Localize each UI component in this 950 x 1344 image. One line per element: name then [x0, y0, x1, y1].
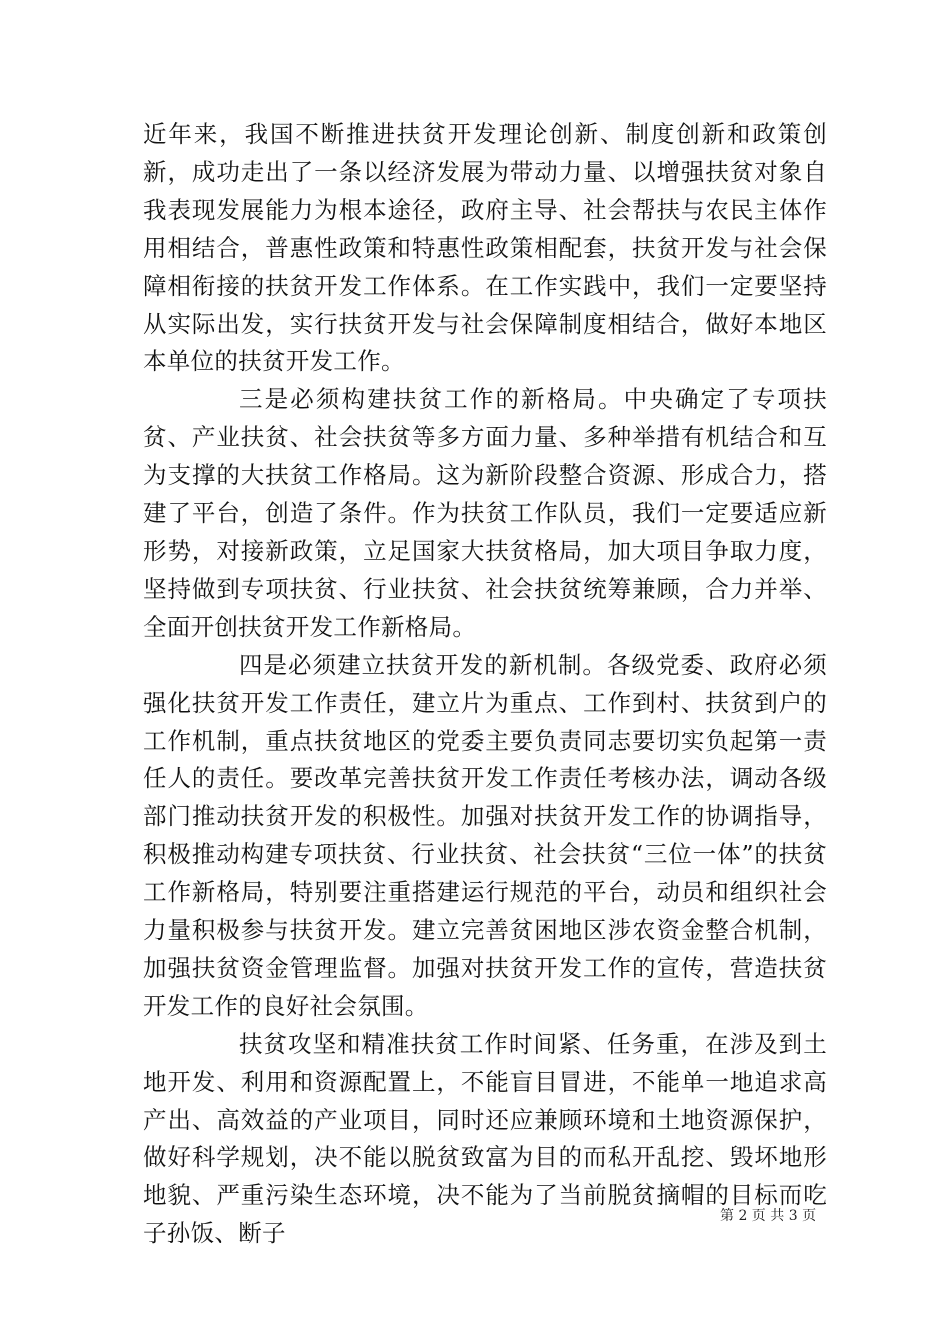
paragraph-4: 扶贫攻坚和精准扶贫工作时间紧、任务重，在涉及到土地开发、利用和资源配置上，不能盲目冒进，不能单一地追求高产出、高效益的产业项目，同时还应兼顾环境和土地资源保护，做好科学规划，决不能以脱贫致富为目的而私开乱挖、毁坏地形地貌、严重污染生态环境，决不能为了当前脱贫摘帽的目标而吃子孙饭、断子 [143, 1029, 827, 1248]
paragraph-3: 四是必须建立扶贫开发的新机制。各级党委、政府必须强化扶贫开发工作责任，建立片为重点、工作到村、扶贫到户的工作机制，重点扶贫地区的党委主要负责同志要切实负起第一责任人的责任。要改革完善扶贫开发工作责任考核办法，调动各级部门推动扶贫开发的积极性。加强对扶贫开发工作的协调指导，积极推动构建专项扶贫、行业扶贫、社会扶贫“三位一体”的扶贫工作新格局，特别要注重搭建运行规范的平台，动员和组织社会力量积极参与扶贫开发。建立完善贫困地区涉农资金整合机制，加强扶贫资金管理监督。加强对扶贫开发工作的宣传，营造扶贫开发工作的良好社会氛围。 [143, 650, 827, 1020]
paragraph-1: 近年来，我国不断推进扶贫开发理论创新、制度创新和政策创新，成功走出了一条以经济发展为带动力量、以增强扶贫对象自我表现发展能力为根本途径，政府主导、社会帮扶与农民主体作用相结合，普惠性政策和特惠性政策相配套，扶贫开发与社会保障相衔接的扶贫开发工作体系。在工作实践中，我们一定要坚持从实际出发，实行扶贫开发与社会保障制度相结合，做好本地区本单位的扶贫开发工作。 [143, 120, 827, 376]
document-body [143, 116, 827, 1253]
paragraph-2: 三是必须构建扶贫工作的新格局。中央确定了专项扶贫、产业扶贫、社会扶贫等多方面力量、多种举措有机结合和互为支撑的大扶贫工作格局。这为新阶段整合资源、形成合力，搭建了平台，创造了条件。作为扶贫工作队员，我们一定要适应新形势，对接新政策，立足国家大扶贫格局，加大项目争取力度，坚持做到专项扶贫、行业扶贫、社会扶贫统筹兼顾，合力并举、全面开创扶贫开发工作新格局。 [143, 385, 827, 641]
page-number-footer: 第 2 页 共 3 页 [720, 1208, 817, 1224]
